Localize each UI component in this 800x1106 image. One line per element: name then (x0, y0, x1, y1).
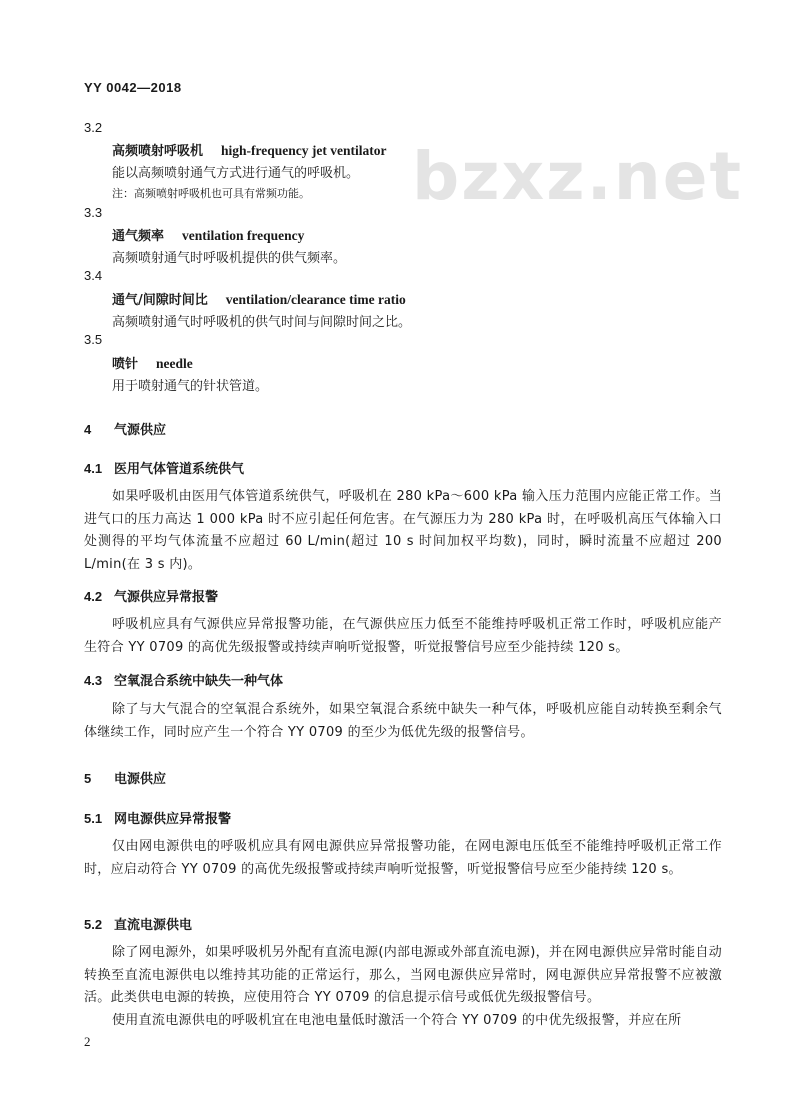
term-definition: 高频喷射通气时呼吸机的供气时间与间隙时间之比。 (112, 315, 412, 330)
watermark: bzxz.net (412, 138, 744, 215)
paragraph: 仅由网电源供电的呼吸机应具有网电源供应异常报警功能，在网电源电压低至不能维持呼吸机正常工作时，应启动符合 YY 0709 的高优先级报警或持续声响听觉报警，听觉报警信号应至少能持续 120 s。 (84, 839, 722, 877)
subsection-title: 医用气体管道系统供气 (114, 462, 245, 477)
paragraph: 除了网电源外，如果呼吸机另外配有直流电源(内部电源或外部直流电源)，并在网电源供应异常时能自动转换至直流电源供电以维持其功能的正常运行，那么，当网电源供应异常时，网电源供应异常报警不应被激活。此类供电电源的转换，应使用符合 YY 0709 的信息提示信号或低优先级报警信号。 (84, 945, 722, 1005)
term-title-en: ventilation/clearance time ratio (225, 292, 406, 307)
section-number: 5 (84, 771, 92, 786)
term-definition: 高频喷射通气时呼吸机提供的供气频率。 (112, 251, 347, 266)
term-note: 注：高频喷射呼吸机也可具有常频功能。 (112, 187, 310, 200)
term-title-en: needle (156, 356, 193, 371)
term-number: 3.5 (84, 332, 103, 347)
paragraph: 呼吸机应具有气源供应异常报警功能，在气源供应压力低至不能维持呼吸机正常工作时，呼吸机应能产生符合 YY 0709 的高优先级报警或持续声响听觉报警，听觉报警信号应至少能持续 120 s。 (84, 617, 722, 655)
subsection-heading (84, 670, 283, 689)
term-title-zh: 喷针 (112, 357, 139, 372)
term-title-zh: 通气/间隙时间比 (112, 293, 208, 308)
section-title: 电源供应 (114, 772, 167, 787)
standard-code-header: YY 0042—2018 (84, 80, 182, 95)
subsection-title: 空氧混合系统中缺失一种气体 (114, 674, 284, 689)
paragraph: 如果呼吸机由医用气体管道系统供气，呼吸机在 280 kPa～600 kPa 输入压力范围内应能正常工作。当进气口的压力高达 1 000 kPa 时不应引起任何危害。在气源压力为 280 kPa 时，在呼吸机高压气体输入口处测得的平均气体流量不应超过 60 L/min(超过 10 s 时间加权平均数)，同时，瞬时流量不应超过 200 L/min(在 3 s 内)。 (84, 489, 722, 572)
subsection-number: 4.2 (84, 589, 103, 604)
subsection-heading (84, 808, 231, 827)
term-title-en: ventilation frequency (182, 228, 305, 243)
subsection-heading (84, 914, 192, 933)
section-heading (84, 768, 166, 787)
subsection-title: 气源供应异常报警 (114, 590, 219, 605)
subsection-heading (84, 458, 244, 477)
subsection-number: 5.1 (84, 811, 103, 826)
term-title-en: high-frequency jet ventilator (221, 143, 387, 158)
subsection-number: 4.1 (84, 461, 103, 476)
term-title-zh: 高频喷射呼吸机 (112, 144, 204, 159)
subsection-number: 4.3 (84, 673, 103, 688)
paragraph: 使用直流电源供电的呼吸机宜在电池电量低时激活一个符合 YY 0709 的中优先级报警，并应在所 (112, 1013, 682, 1028)
term-title (112, 225, 304, 244)
paragraph: 除了与大气混合的空氧混合系统外，如果空氧混合系统中缺失一种气体，呼吸机应能自动转换至剩余气体继续工作，同时应产生一个符合 YY 0709 的至少为低优先级的报警信号。 (84, 702, 722, 740)
subsection-title: 网电源供应异常报警 (114, 812, 232, 827)
term-title (112, 140, 387, 159)
term-title (112, 289, 406, 308)
section-number: 4 (84, 422, 92, 437)
term-number: 3.2 (84, 120, 103, 135)
section-title: 气源供应 (114, 423, 167, 438)
term-title (112, 353, 193, 372)
term-number: 3.3 (84, 205, 103, 220)
term-title-zh: 通气频率 (112, 229, 165, 244)
subsection-heading (84, 586, 218, 605)
term-definition: 用于喷射通气的针状管道。 (112, 379, 269, 394)
term-number: 3.4 (84, 268, 103, 283)
subsection-title: 直流电源供电 (114, 918, 193, 933)
subsection-number: 5.2 (84, 917, 103, 932)
term-definition: 能以高频喷射通气方式进行通气的呼吸机。 (112, 166, 360, 181)
section-heading (84, 419, 166, 438)
page-number: 2 (84, 1034, 91, 1049)
